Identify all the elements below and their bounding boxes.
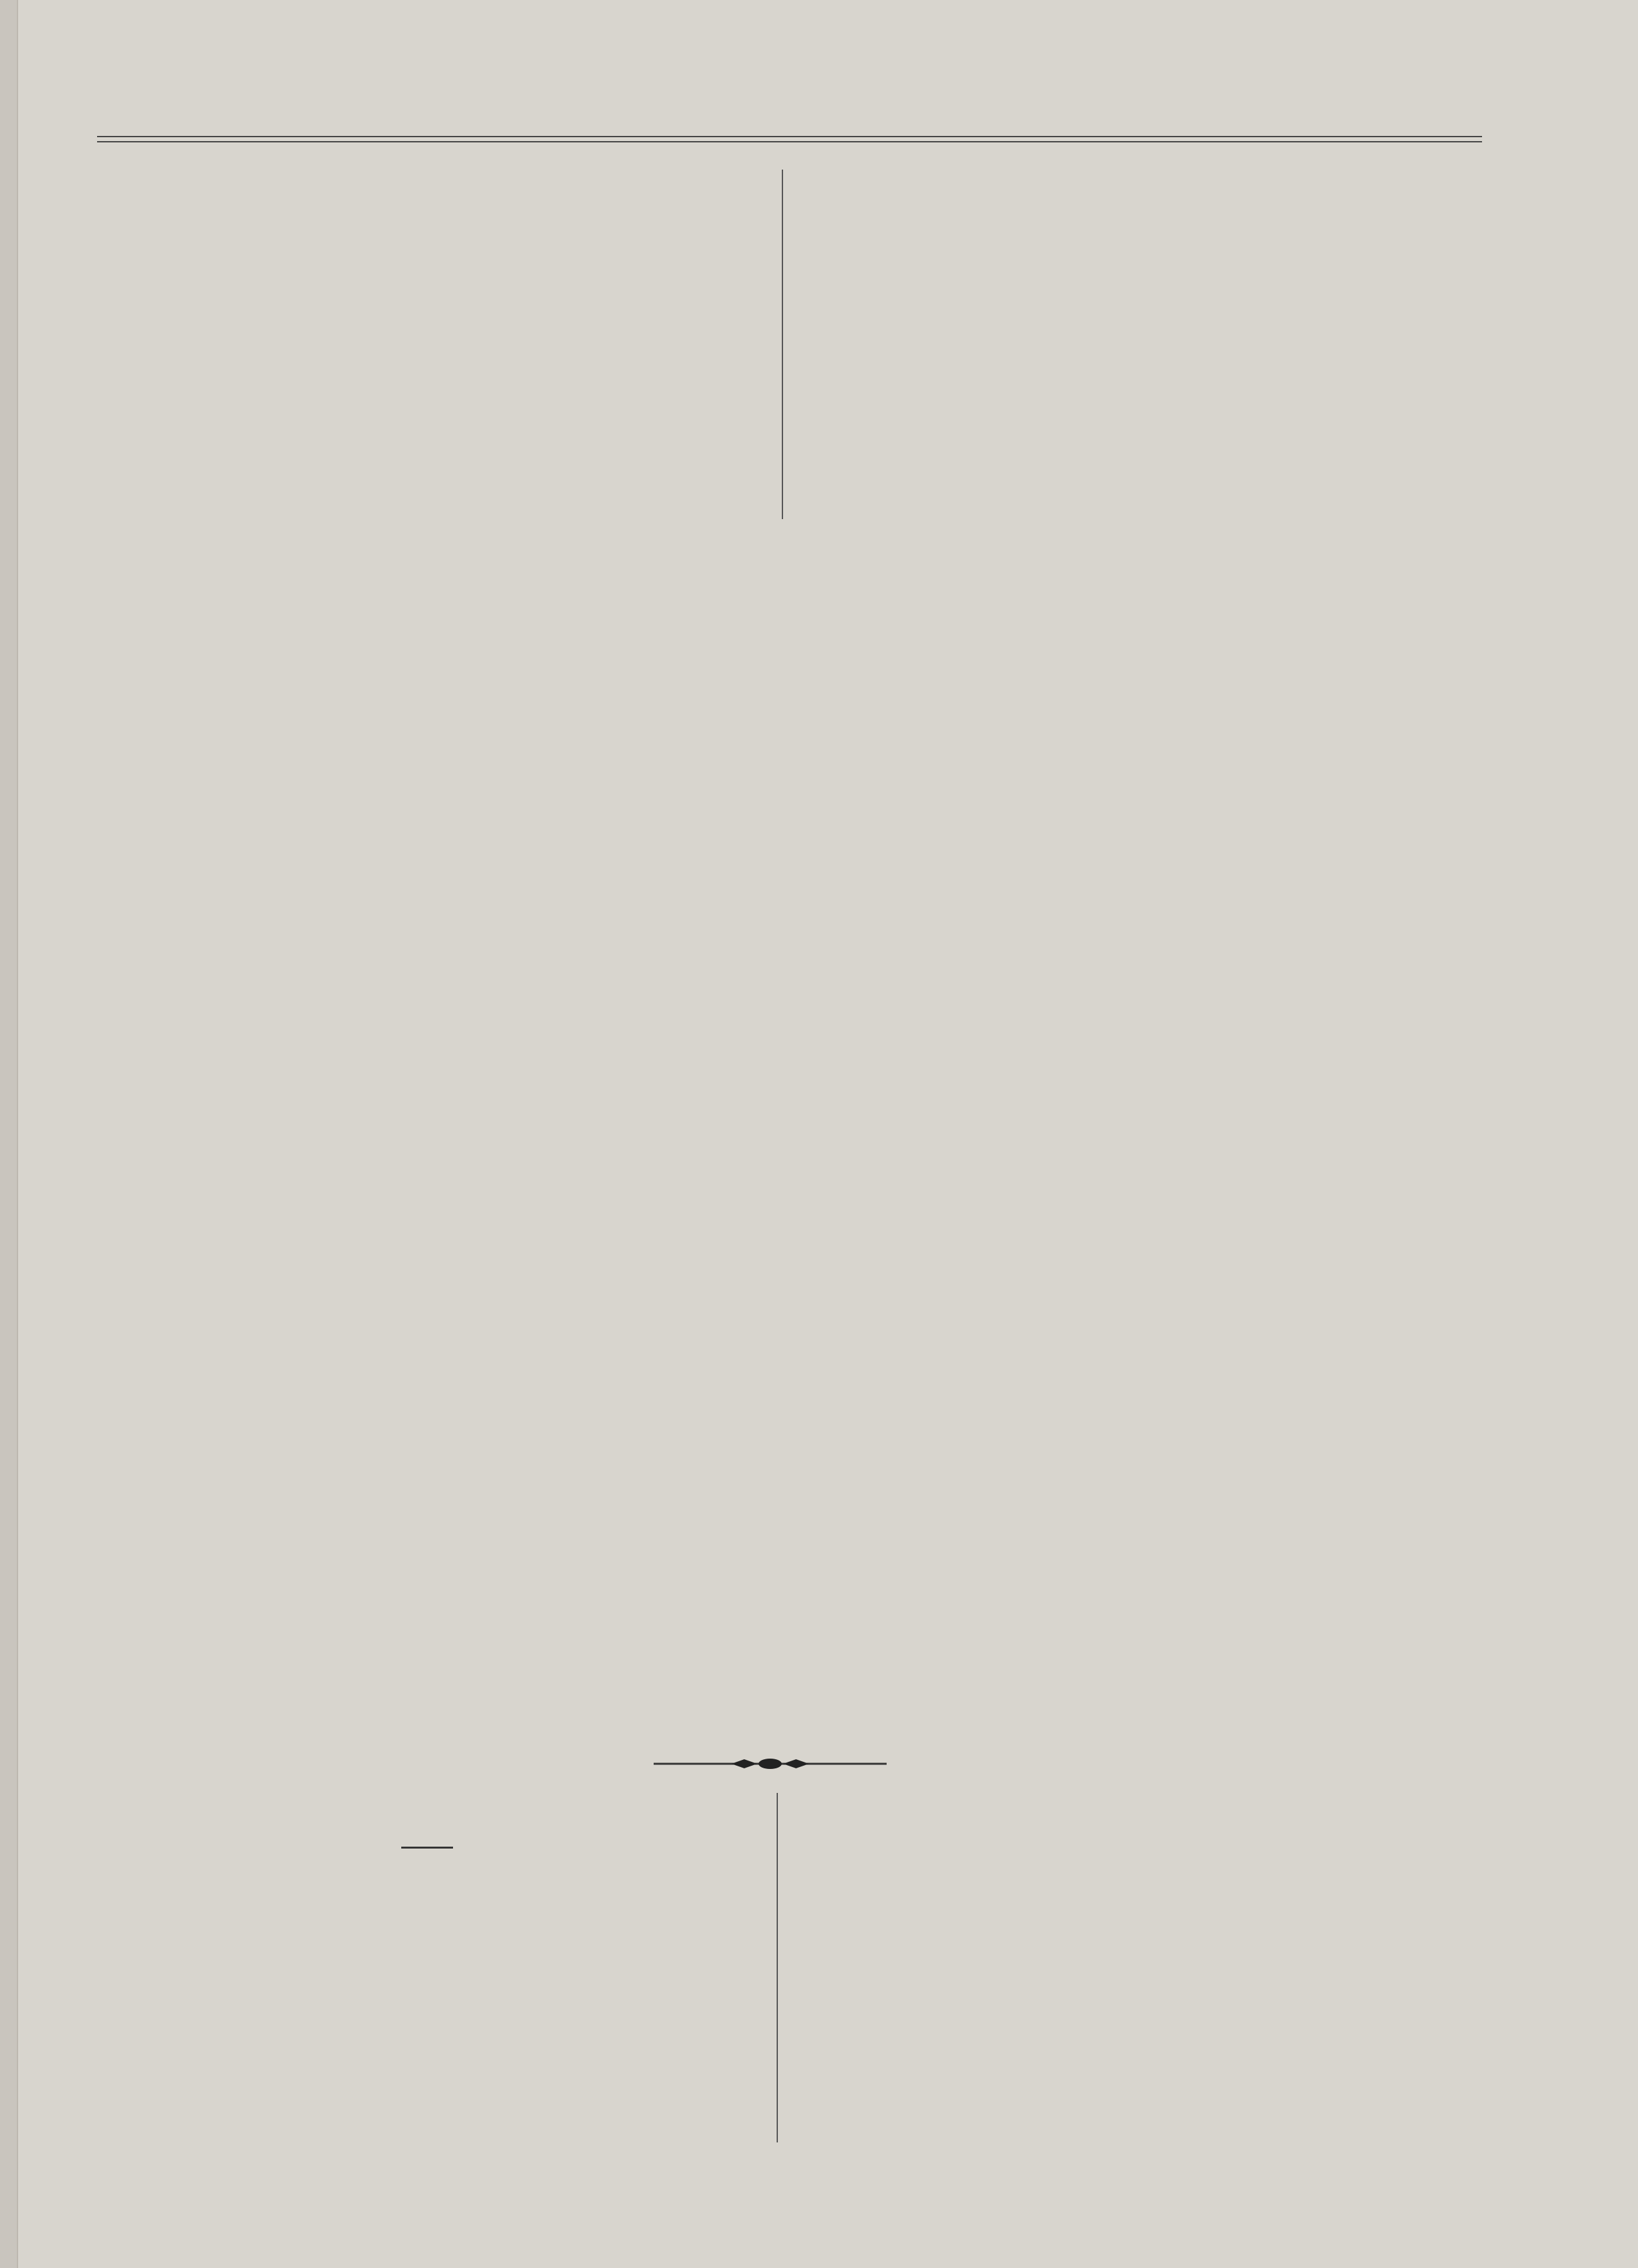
header-rule-top xyxy=(97,136,1482,137)
test-results-table xyxy=(97,537,1489,566)
header-spacer xyxy=(97,537,945,566)
intro-left-column xyxy=(97,167,777,181)
nova-column-divider xyxy=(777,1793,778,2142)
section-ornament xyxy=(654,1754,887,1773)
header-rule-bottom xyxy=(97,141,1482,142)
heading-rule xyxy=(401,1847,453,1849)
column-header-test-2 xyxy=(1217,537,1489,566)
nova-left-column xyxy=(97,1884,767,1898)
binding-gutter xyxy=(0,0,18,2268)
column-header-test-1 xyxy=(945,537,1217,566)
table-header-row xyxy=(97,537,1489,566)
column-divider xyxy=(782,170,783,519)
